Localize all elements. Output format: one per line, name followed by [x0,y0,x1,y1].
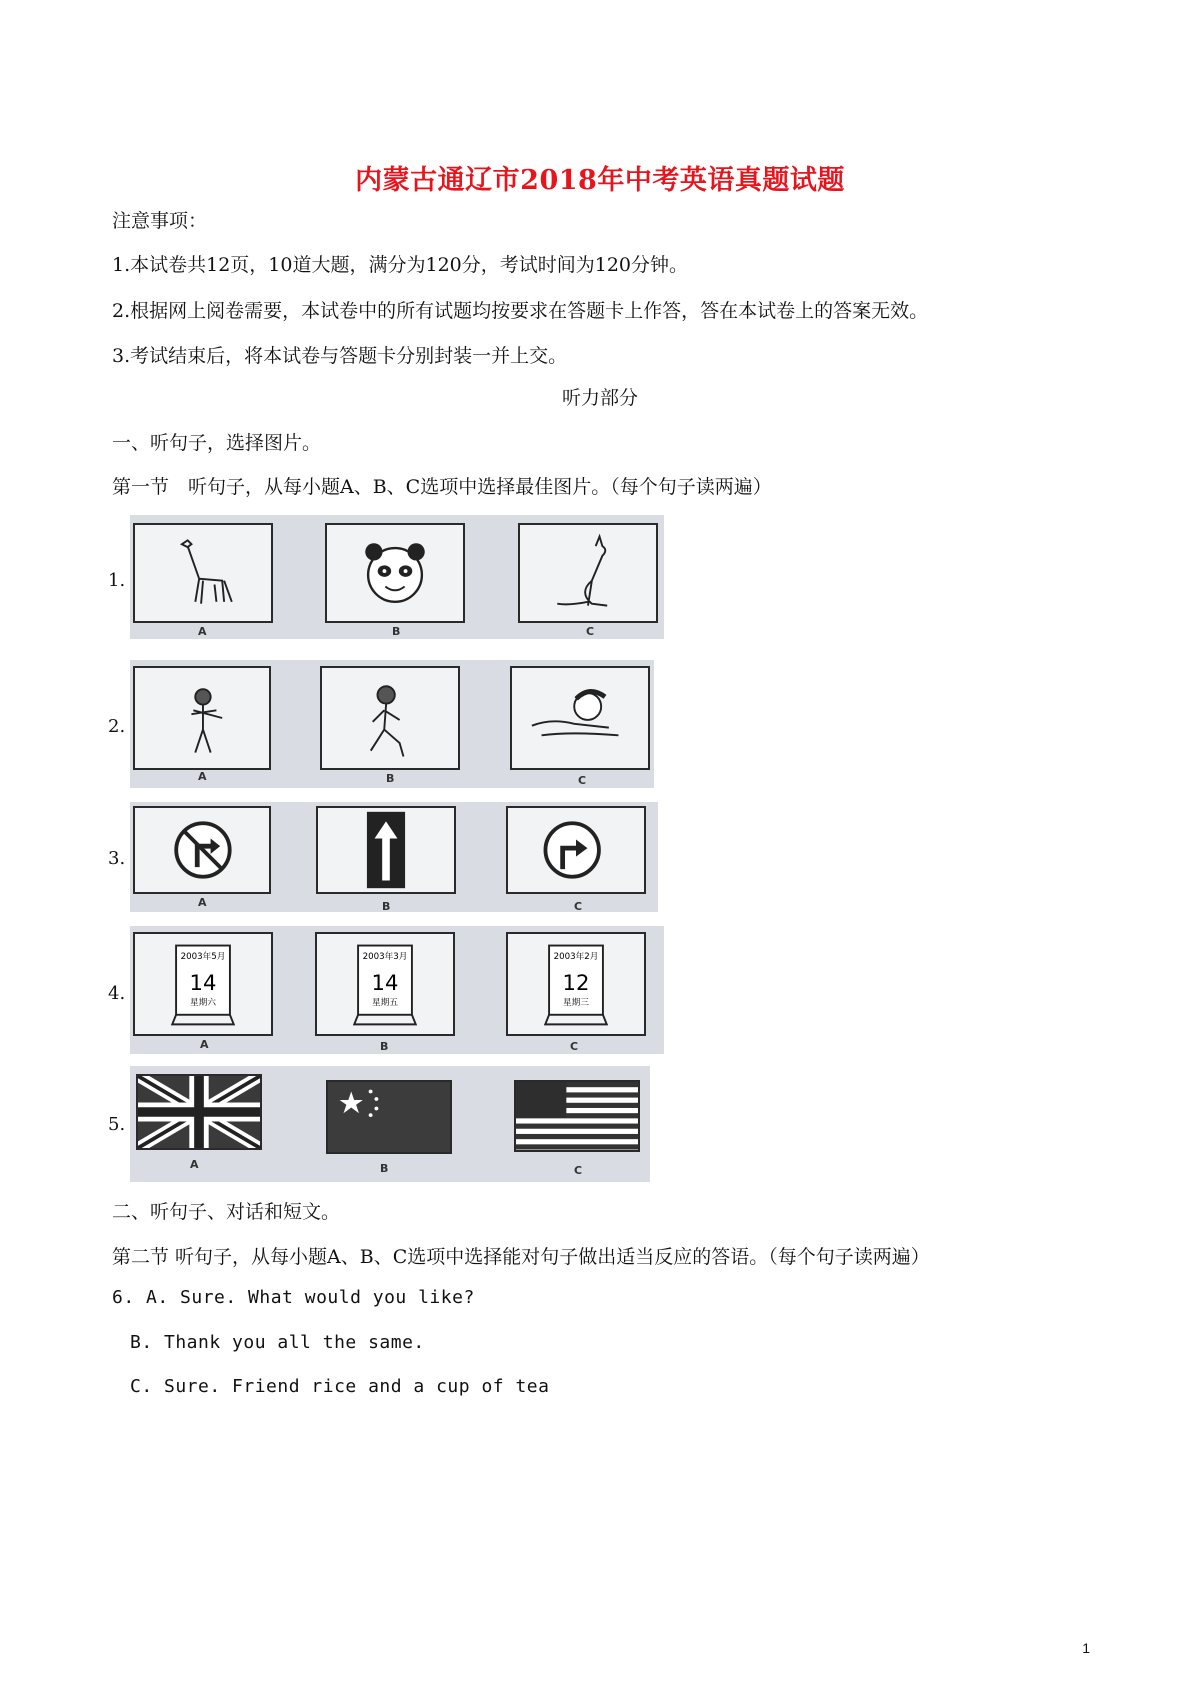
uk-flag-icon [136,1074,262,1150]
picture-strip-4: 2003年5月 14 星期六 A 2003年3月 14 星期五 B 2003年2月 12 星期三 C [130,926,664,1054]
girl-running-icon [320,666,460,770]
kangaroo-icon [518,523,658,623]
part-title: 听力部分 [561,387,638,409]
notice-item-2: 2.根据网上阅卷需要，本试卷中的所有试题均按要求在答题卡上作答，答在本试卷上的答案无效。 [112,300,929,322]
q6-option-c: C. Sure. Friend rice and a cup of tea [130,1376,550,1397]
section2-subheading: 第二节 听句子，从每小题A、B、C选项中选择能对句子做出适当反应的答语。（每个句子读两遍） [112,1246,930,1268]
svg-text:星期三: 星期三 [563,998,589,1009]
usa-flag-icon [514,1080,640,1152]
svg-text:星期五: 星期五 [372,998,398,1009]
calendar-icon [506,932,646,1036]
picture-strip-2: A B C [130,660,654,788]
notice-heading: 注意事项： [112,210,208,232]
svg-text:14: 14 [189,969,217,995]
svg-text:14: 14 [371,969,399,995]
svg-text:2003年2月: 2003年2月 [553,952,599,962]
page-number: 1 [1082,1640,1090,1656]
picture-strip-3: A B C [130,802,658,912]
turn-right-sign-icon [506,806,646,894]
svg-text:2003年3月: 2003年3月 [362,952,408,962]
picture-strip-5: A B C [130,1066,650,1182]
picture-strip-1: A B C [130,515,664,639]
question-number: 4. [108,983,126,1004]
q6-option-b: B. Thank you all the same. [130,1332,425,1353]
notice-item-3: 3.考试结束后，将本试卷与答题卡分别封装一并上交。 [112,345,568,367]
section1-heading: 一、听句子，选择图片。 [112,432,322,454]
china-flag-icon [326,1080,452,1154]
question-number: 1. [108,570,126,591]
question-number: 2. [108,716,126,737]
page-title: 内蒙古通辽市2018年中考英语真题试题 [355,165,845,196]
question-number: 3. [108,848,126,869]
question-number: 5. [108,1114,126,1135]
svg-text:星期六: 星期六 [190,998,216,1009]
svg-text:2003年5月: 2003年5月 [180,952,226,962]
svg-text:12: 12 [562,969,590,995]
girl-playing-violin-icon [133,666,271,770]
notice-item-1: 1.本试卷共12页，10道大题，满分为120分，考试时间为120分钟。 [112,254,689,276]
section1-subheading: 第一节 听句子，从每小题A、B、C选项中选择最佳图片。（每个句子读两遍） [112,476,772,498]
girl-swimming-icon [510,666,650,770]
giraffe-icon [133,523,273,623]
q6-option-a: 6. A. Sure. What would you like? [112,1287,475,1308]
panda-icon [325,523,465,623]
go-straight-sign-icon [316,806,456,894]
no-right-turn-sign-icon [133,806,271,894]
calendar-icon [315,932,455,1036]
section2-heading: 二、听句子、对话和短文。 [112,1201,341,1223]
calendar-icon [133,932,273,1036]
